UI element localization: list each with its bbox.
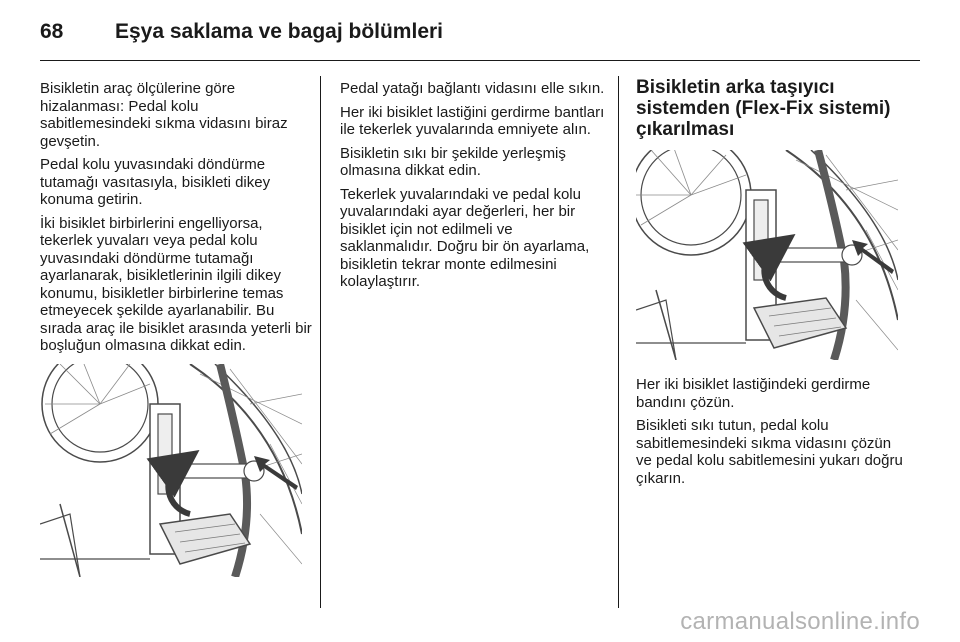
page-header	[40, 14, 443, 50]
column-divider	[618, 76, 619, 608]
page-number: 68	[40, 20, 64, 43]
paragraph: Pedal kolu yuvasındaki döndürme tutamağı vasıtasıyla, bisikleti dikey konuma getirin.	[40, 156, 271, 208]
paragraph: Bisikleti sıkı tutun, pedal kolu sabitlemesindeki sıkma vidasını çözün ve pedal kolu sabitlemesini yukarı doğru çıkarın.	[636, 417, 903, 487]
watermark: carmanualsonline.info	[680, 608, 920, 635]
paragraph: İki bisiklet birbirlerini engelliyorsa, tekerlek yuvaları veya pedal kolu yuvasındaki döndürme tutamağı ayarlanarak, bisikletlerinin ilgili dikey konumu, bisikletler birbirlerine temas etmeyecek şekilde ayarlanabilir. Bu sırada araç ile bisiklet arasında yeterli bir boşluğun olmasına dikkat edin.	[40, 214, 312, 354]
paragraph: Tekerlek yuvalarındaki ve pedal kolu yuvalarındaki ayar değerleri, her bir bisiklet için not edilmeli ve saklanmalıdır. Doğru bir ön ayarlama, bisikletin tekrar monte edilmesini kolaylaştırır.	[340, 185, 590, 290]
paragraph: Pedal yatağı bağlantı vidasını elle sıkın.	[340, 80, 605, 97]
column-1	[40, 80, 312, 361]
paragraph: Her iki bisiklet lastiğini gerdirme bantları ile tekerlek yuvalarında emniyete alın.	[340, 103, 605, 138]
bike-pedal-mount-illustration	[636, 150, 898, 360]
bike-pedal-mount-illustration	[40, 364, 302, 577]
column-3	[636, 77, 906, 148]
header-rule	[40, 60, 920, 61]
paragraph: Her iki bisiklet lastiğindeki gerdirme bandını çözün.	[636, 376, 871, 411]
paragraph: Bisikletin sıkı bir şekilde yerleşmiş olmasına dikkat edin.	[340, 144, 566, 179]
page-title: Eşya saklama ve bagaj bölümleri	[115, 20, 444, 43]
column-3-body	[636, 376, 906, 493]
column-divider	[320, 76, 321, 608]
paragraph: Bisikletin araç ölçülerine göre hizalanması: Pedal kolu sabitlemesindeki sıkma vidasını biraz gevşetin.	[40, 80, 288, 150]
section-heading: Bisikletin arka taşıyıcı sistemden (Flex-Fix sistemi) çıkarılması	[636, 77, 891, 140]
column-2	[340, 80, 608, 297]
